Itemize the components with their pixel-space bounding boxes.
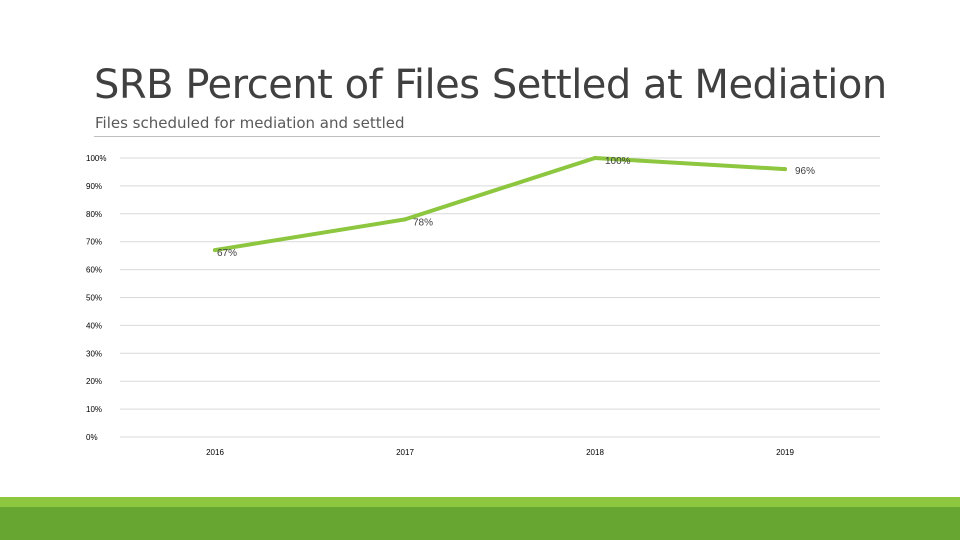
y-tick-label: 80% [86,209,103,219]
data-labels [217,156,815,259]
y-tick-label: 60% [86,265,103,275]
series-line [215,158,785,250]
x-tick-label: 2018 [586,448,604,457]
y-tick-label: 20% [86,377,103,387]
data-label: 96% [795,166,816,178]
series [213,156,787,252]
y-tick-label: 100% [86,154,107,163]
axis-labels [86,154,794,457]
data-label: 100% [605,156,631,167]
y-tick-label: 90% [86,181,103,191]
data-point [593,156,597,160]
slide-title: SRB Percent of Files Settled at Mediation [94,62,887,108]
footer-band [0,507,960,540]
y-tick-label: 50% [86,293,103,303]
y-tick-label: 30% [86,349,103,359]
slide-subtitle: Files scheduled for mediation and settled [95,114,405,132]
y-tick-label: 70% [86,237,103,247]
data-point [403,217,407,221]
y-tick-label: 0% [86,433,98,442]
gridlines [120,158,880,437]
y-tick-label: 10% [86,405,103,415]
data-label: 78% [413,217,434,229]
y-tick-label: 40% [86,321,103,331]
x-tick-label: 2017 [396,448,414,457]
x-tick-label: 2019 [776,448,794,457]
data-point [783,167,787,171]
footer-band-accent [0,497,960,507]
x-tick-label: 2016 [206,448,224,457]
data-label: 67% [217,248,238,260]
